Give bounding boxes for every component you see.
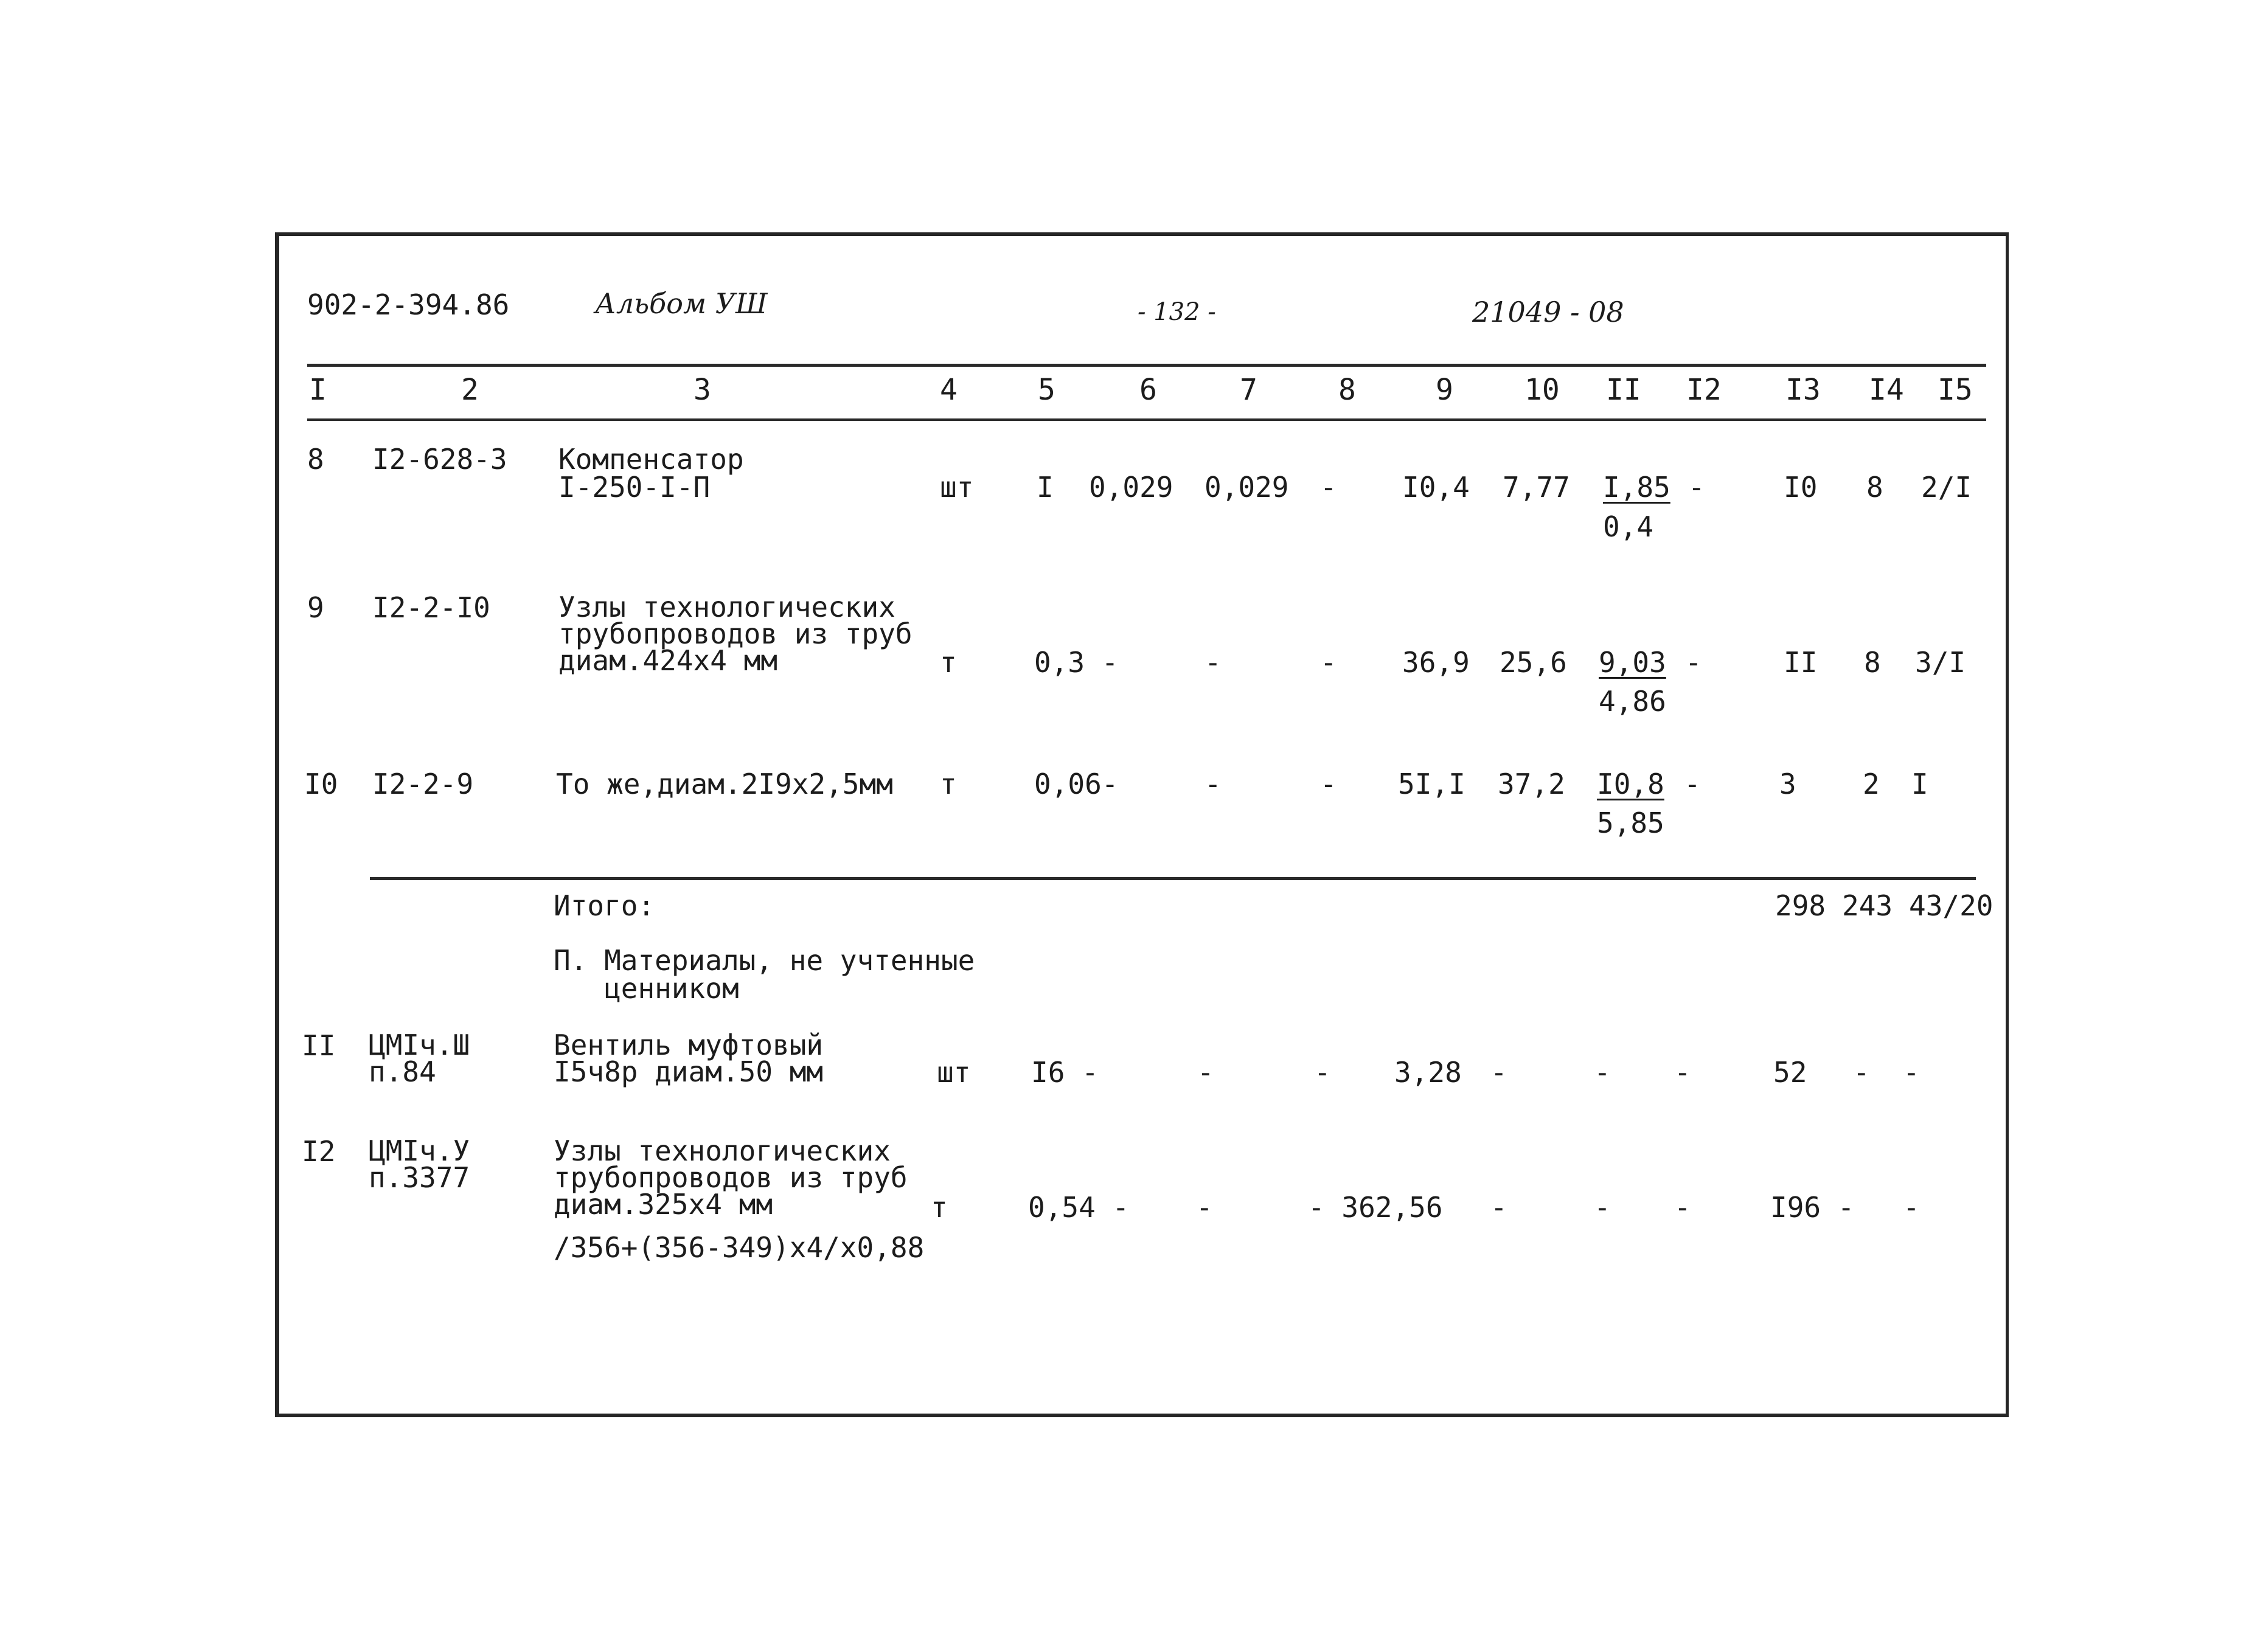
col14-value: 2	[1863, 768, 1880, 800]
col14-value: -	[1853, 1056, 1870, 1089]
row-number: I0	[304, 768, 338, 800]
item-name: Узлы технологических трубопроводов из труб диам.424x4 мм	[558, 591, 912, 677]
col9-value: I0,4	[1402, 471, 1470, 504]
col13-value: I0	[1784, 471, 1818, 504]
col12-value: -	[1674, 1056, 1691, 1089]
col-header-9: 9	[1436, 373, 1453, 407]
col15-value: I	[1911, 768, 1928, 800]
col13-value: 52	[1773, 1056, 1807, 1089]
price-code: I2-2-I0	[372, 591, 490, 624]
total-col13: 298	[1775, 889, 1826, 922]
col7-value: 0,029	[1204, 471, 1289, 504]
total-label: Итого:	[554, 889, 655, 922]
col10-value: 25,6	[1500, 646, 1567, 679]
col9-value: 5I,I	[1398, 768, 1465, 800]
col8-value: -	[1314, 1056, 1331, 1089]
col-header-10: 10	[1524, 373, 1560, 407]
col10-value: -	[1490, 1191, 1507, 1224]
quantity: 0,54 -	[1028, 1191, 1130, 1224]
col11-value-top: I,85	[1603, 471, 1670, 504]
col-header-1: I	[309, 373, 327, 407]
col10-value: -	[1490, 1056, 1507, 1089]
col9-value: 3,28	[1394, 1056, 1462, 1089]
col15-value: -	[1903, 1191, 1920, 1224]
page-number: - 132 -	[1138, 298, 1216, 326]
col12-value: -	[1685, 646, 1702, 679]
quantity: I	[1037, 471, 1054, 504]
row-number: 9	[307, 591, 324, 624]
price-code: I2-628-3	[372, 443, 507, 476]
col7-value: -	[1197, 1056, 1214, 1089]
col9-value: 36,9	[1402, 646, 1470, 679]
col-header-12: I2	[1686, 373, 1722, 407]
col-header-11: II	[1606, 373, 1641, 407]
col-header-7: 7	[1240, 373, 1257, 407]
col-header-15: I5	[1938, 373, 1973, 407]
col12-value: -	[1674, 1191, 1691, 1224]
col8-col9-value: - 362,56	[1308, 1191, 1443, 1224]
col6-value: 0,029	[1089, 471, 1173, 504]
col11-value-top: I0,8	[1597, 768, 1664, 800]
price-code: I2-2-9	[372, 768, 474, 800]
unit: шт	[940, 471, 974, 504]
item-name: Узлы технологических трубопроводов из труб диам.325x4 мм	[554, 1134, 908, 1221]
row-number: 8	[307, 443, 324, 476]
quantity: I6 -	[1031, 1056, 1099, 1089]
col-header-13: I3	[1785, 373, 1821, 407]
col13-value: 3	[1779, 768, 1796, 800]
col15-value: 3/I	[1915, 646, 1966, 679]
totals-rule	[370, 877, 1976, 880]
col8-value: -	[1320, 471, 1337, 504]
item-formula: /356+(356-349)x4/x0,88	[554, 1231, 925, 1264]
unit: т	[940, 768, 957, 800]
header-rule-top	[307, 364, 1986, 367]
header-rule-bottom	[307, 418, 1986, 421]
col-header-3: 3	[693, 373, 711, 407]
col12-value: -	[1688, 471, 1705, 504]
item-name: То же,диам.2I9x2,5мм	[556, 768, 893, 800]
col7-value: -	[1204, 768, 1222, 800]
col11-value-bottom: 5,85	[1597, 807, 1664, 839]
row-number: II	[302, 1029, 336, 1062]
item-name: Компенсатор I-250-I-П	[558, 443, 744, 504]
album-label: Альбом УШ	[595, 287, 768, 320]
col10-value: 7,77	[1503, 471, 1570, 504]
col-header-4: 4	[940, 373, 958, 407]
col10-value: 37,2	[1498, 768, 1565, 800]
col14-value: 8	[1864, 646, 1881, 679]
col12-value: -	[1684, 768, 1701, 800]
col11-value: -	[1594, 1191, 1611, 1224]
col-header-14: I4	[1869, 373, 1904, 407]
col14-value: 8	[1866, 471, 1883, 504]
price-code: ЦМIч.Ш п.84	[369, 1029, 470, 1088]
col11-value-bottom: 4,86	[1599, 685, 1666, 718]
section-heading: П. Материалы, не учтенные ценником	[554, 944, 975, 1005]
col-header-8: 8	[1338, 373, 1356, 407]
row-number: I2	[302, 1135, 336, 1168]
col7-value: -	[1204, 646, 1222, 679]
col11-value-top: 9,03	[1599, 646, 1666, 679]
col13-value: I96 -	[1770, 1191, 1855, 1224]
unit: т	[931, 1191, 948, 1224]
item-name: Вентиль муфтовый I5ч8р диам.50 мм	[554, 1029, 824, 1088]
col-header-2: 2	[461, 373, 479, 407]
unit: т	[940, 646, 957, 679]
col11-value-bottom: 0,4	[1603, 510, 1654, 543]
col-header-6: 6	[1139, 373, 1157, 407]
document-code: 902-2-394.86	[307, 288, 510, 321]
col13-value: II	[1784, 646, 1818, 679]
col15-value: 2/I	[1921, 471, 1972, 504]
unit: шт	[937, 1056, 971, 1089]
col8-value: -	[1320, 646, 1337, 679]
col-header-5: 5	[1038, 373, 1055, 407]
document-frame	[275, 232, 2009, 1417]
col7-value: -	[1196, 1191, 1213, 1224]
archive-number: 21049 - 08	[1472, 296, 1624, 328]
price-code: ЦМIч.У п.3377	[369, 1134, 470, 1194]
col11-value: -	[1594, 1056, 1611, 1089]
total-col14: 243	[1842, 889, 1893, 922]
quantity: 0,06-	[1034, 768, 1119, 800]
quantity: 0,3 -	[1034, 646, 1119, 679]
col8-value: -	[1320, 768, 1337, 800]
col15-value: -	[1903, 1056, 1920, 1089]
total-col15: 43/20	[1909, 889, 1994, 922]
